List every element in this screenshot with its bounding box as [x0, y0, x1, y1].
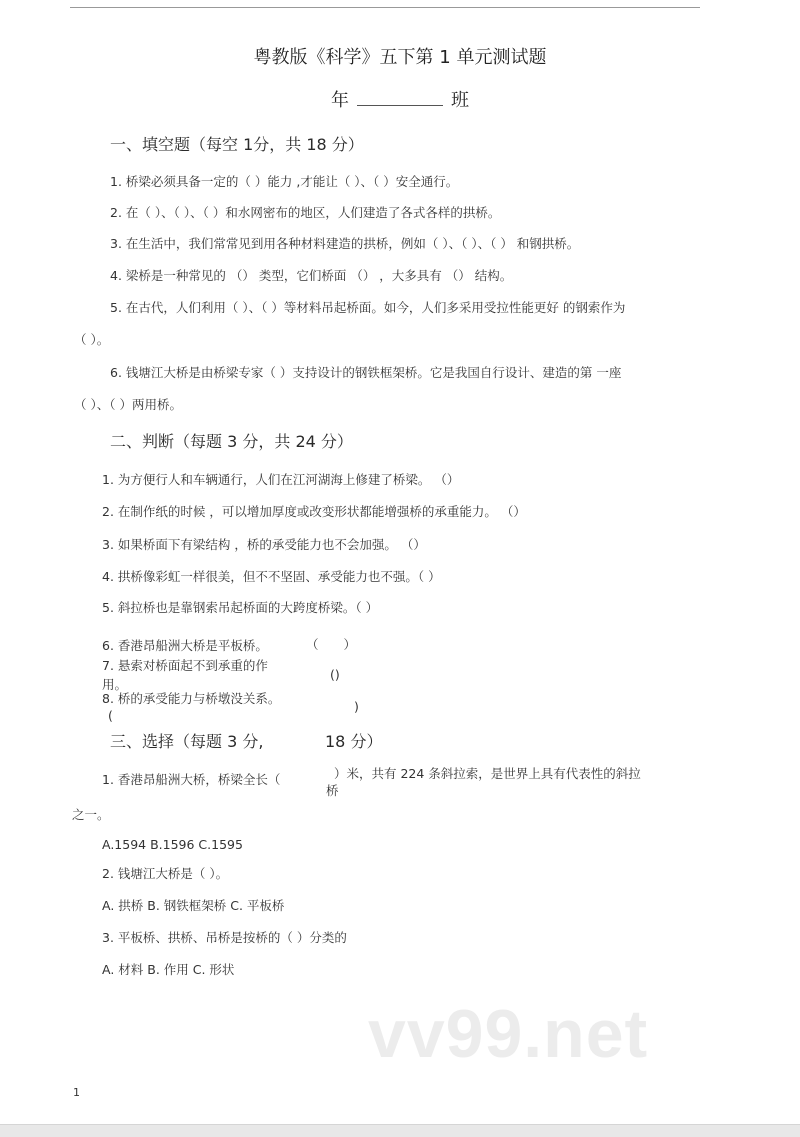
class-line	[0, 89, 800, 113]
page-bottom-edge	[0, 1124, 800, 1137]
list-item-cont: （ ）。	[74, 332, 110, 347]
list-item: 5. 在古代，人们利用（ ）、（ ）等材料吊起桥面。如今，人们多采用受拉性能更好 的钢索作为	[110, 300, 626, 315]
answer-bracket-close: )	[354, 699, 359, 714]
options: A.1594 B.1596 C.1595	[102, 837, 243, 852]
list-item-cont: （ ）、（ ）两用桥。	[74, 397, 182, 412]
list-item-cont: 之一。	[72, 807, 110, 822]
page-title: 粤教版《科学》五下第 1 单元测试题	[253, 47, 547, 68]
list-item: 4. 梁桥是一种常见的 （） 类型，它们桥面 （） ，大多具有 （） 结构。	[110, 268, 513, 283]
list-item-part: ）米，共有 224 条斜拉索，是世界上具有代表性的斜拉	[334, 766, 641, 781]
grade-blank	[357, 91, 443, 106]
answer-bracket: ()	[330, 667, 340, 682]
section3-heading-score: 18 分）	[325, 732, 383, 751]
list-item: 3. 平板桥、拱桥、吊桥是按桥的（ ）分类的	[102, 930, 347, 945]
options: A. 材料 B. 作用 C. 形状	[102, 962, 235, 977]
list-item: 1. 香港昂船洲大桥，桥梁全长（	[102, 772, 281, 787]
header-rule	[70, 7, 700, 8]
list-item: 6. 香港昂船洲大桥是平板桥。	[102, 638, 268, 653]
watermark: vv99.net	[368, 996, 649, 1072]
list-item: 2. 在（ ）、（ ）、（ ）和水网密布的地区，人们建造了各式各样的拱桥。	[110, 205, 501, 220]
list-item: 7. 悬索对桥面起不到承重的作	[102, 658, 268, 673]
list-item: 5. 斜拉桥也是靠钢索吊起桥面的大跨度桥梁。（ ）	[102, 600, 379, 615]
section2-heading: 二、判断（每题 3 分，共 24 分）	[110, 432, 353, 451]
list-item: 4. 拱桥像彩虹一样很美，但不不坚固、承受能力也不强。（ ）	[102, 569, 441, 584]
list-item: 2. 钱塘江大桥是（ ）。	[102, 866, 229, 881]
list-item-cont: 用。	[102, 677, 128, 692]
answer-bracket: （ ）	[306, 637, 357, 652]
list-item: 3. 如果桥面下有梁结构 ，桥的承受能力也不会加强。 （）	[102, 537, 426, 552]
list-item: 6. 钱塘江大桥是由桥梁专家（ ）支持设计的钢铁框架桥。它是我国自行设计、建造的第 一座	[110, 365, 622, 380]
grade-label: 年	[331, 90, 349, 111]
list-item: 2. 在制作纸的时候 ，可以增加厚度或改变形状都能增强桥的承重能力。 （）	[102, 504, 526, 519]
list-item: 1. 桥梁必须具备一定的（ ）能力 ,才能让（ ）、（ ）安全通行。	[110, 174, 459, 189]
list-item-part: 桥	[326, 783, 339, 798]
answer-bracket-open: (	[108, 708, 113, 723]
list-item: 8. 桥的承受能力与桥墩没关系。	[102, 691, 281, 706]
options: A. 拱桥 B. 钢铁框架桥 C. 平板桥	[102, 898, 285, 913]
page-number: 1	[73, 1086, 80, 1099]
section1-heading: 一、填空题（每空 1分，共 18 分）	[110, 135, 364, 154]
section3-heading: 三、选择（每题 3 分,	[110, 732, 264, 751]
list-item: 3. 在生活中，我们常常见到用各种材料建造的拱桥，例如（ ）、（ ）、（ ） 和钢拱桥。	[110, 236, 580, 251]
list-item: 1. 为方便行人和车辆通行，人们在江河湖海上修建了桥梁。 （）	[102, 472, 460, 487]
class-label: 班	[451, 90, 469, 111]
